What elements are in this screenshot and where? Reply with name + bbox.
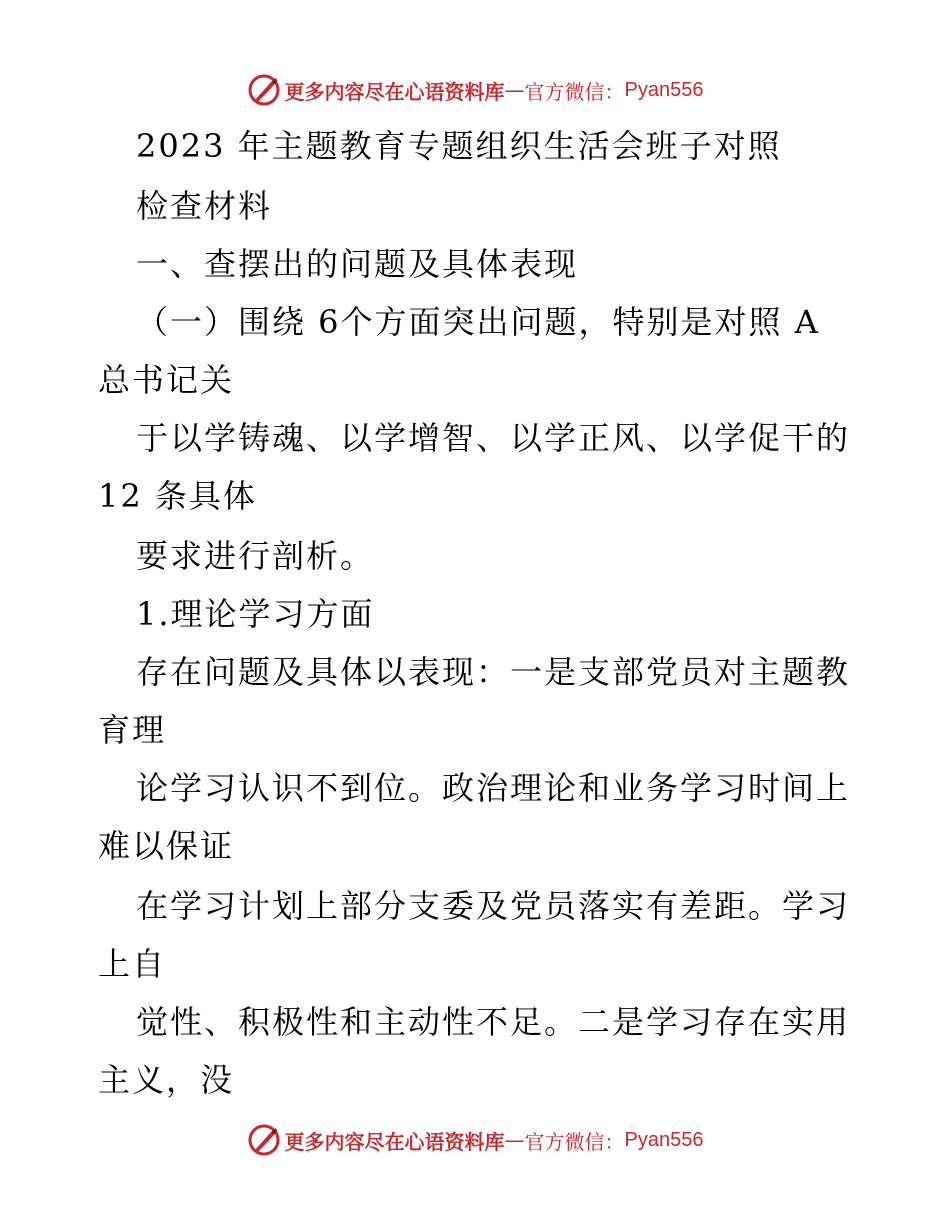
- section-heading: 一、查摆出的问题及具体表现: [136, 245, 579, 283]
- paragraph-line: 上自: [98, 945, 167, 983]
- watermark-separator: —: [504, 78, 525, 102]
- watermark-wechat-id: Pyan556: [624, 78, 704, 101]
- quill-logo-icon: [247, 73, 281, 107]
- paragraph-line: 觉性、积极性和主动性不足。二是学习存在实用: [136, 1003, 851, 1041]
- paragraph-line: 总书记关: [98, 361, 235, 399]
- footer-watermark: [0, 1120, 950, 1160]
- subsection-heading: 1.理论学习方面: [136, 595, 375, 633]
- watermark-wechat-label: 官方微信：: [524, 1129, 625, 1154]
- paragraph-line: 论学习认识不到位。政治理论和业务学习时间上: [136, 769, 851, 807]
- paragraph-line: 存在问题及具体以表现：一是支部党员对主题教: [136, 653, 851, 691]
- paragraph-line: 12 条具体: [98, 477, 257, 515]
- paragraph-line: 主义，没: [98, 1061, 235, 1099]
- watermark-text: 更多内容尽在心语资料库: [284, 79, 505, 104]
- paragraph-line: 要求进行剖析。: [136, 537, 375, 575]
- paragraph-line: 育理: [98, 711, 167, 749]
- quill-logo-icon: [247, 1123, 281, 1157]
- header-watermark: [0, 70, 950, 110]
- paragraph-line: 于以学铸魂、以学增智、以学正风、以学促干的: [136, 419, 851, 457]
- watermark-wechat-label: 官方微信：: [524, 79, 625, 104]
- paragraph-line: （一）围绕 6个方面突出问题，特别是对照 A: [136, 303, 820, 341]
- doc-title-line-2: 检查材料: [136, 187, 273, 225]
- doc-title-line-1: 2023 年主题教育专题组织生活会班子对照: [136, 127, 782, 165]
- paragraph-line: 在学习计划上部分支委及党员落实有差距。学习: [136, 887, 851, 925]
- paragraph-line: 难以保证: [98, 827, 235, 865]
- watermark-separator: —: [504, 1128, 525, 1152]
- watermark-wechat-id: Pyan556: [624, 1128, 704, 1151]
- watermark-text: 更多内容尽在心语资料库: [284, 1129, 505, 1154]
